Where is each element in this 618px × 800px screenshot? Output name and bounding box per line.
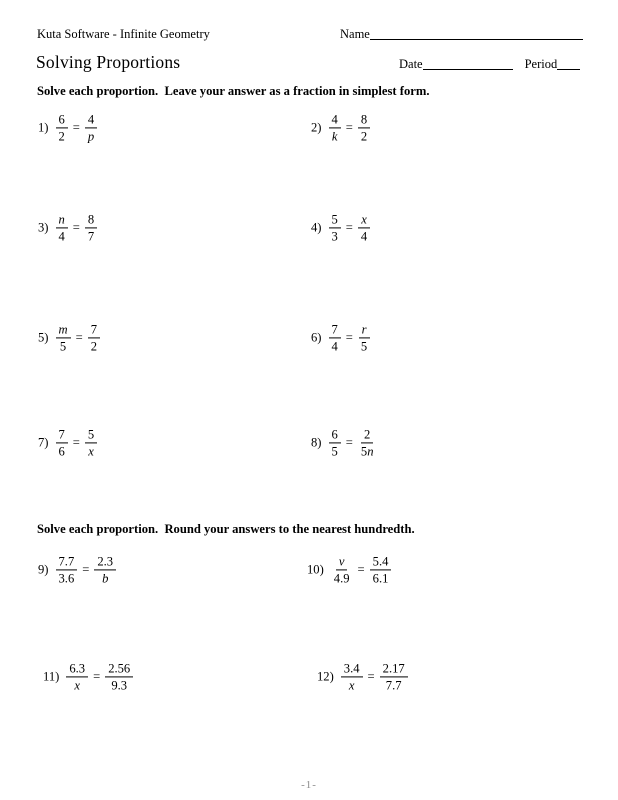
fraction-numerator: 4: [85, 112, 97, 128]
fraction-numerator: n: [56, 212, 68, 228]
problem-6: [311, 322, 370, 353]
equals-sign: =: [72, 120, 80, 135]
fraction-denominator: 2: [90, 339, 98, 354]
equals-sign: =: [72, 220, 80, 235]
problem-number: 10): [307, 562, 324, 577]
date-period-row: [399, 57, 580, 72]
fraction-denominator: 2: [360, 129, 368, 144]
problem-12: [317, 661, 408, 692]
problem-number: 4): [311, 220, 322, 235]
problem-number: 12): [317, 669, 334, 684]
problem-4: [311, 212, 370, 243]
fraction: [380, 661, 408, 692]
equals-sign: =: [82, 562, 90, 577]
problem-number: 11): [43, 669, 60, 684]
problem-number: 5): [38, 330, 49, 345]
problem-3: [38, 212, 97, 243]
period-blank-line: [557, 69, 580, 70]
fraction-denominator: 4: [331, 339, 338, 354]
period-label: Period: [524, 57, 558, 71]
fraction: [56, 427, 68, 458]
fraction-numerator: 5: [85, 427, 97, 443]
fraction-denominator: 9.3: [111, 678, 128, 693]
fraction-denominator: 6: [58, 444, 65, 459]
fraction: [88, 322, 100, 353]
fraction: [329, 427, 341, 458]
fraction-denominator: 4.9: [333, 571, 350, 586]
fraction-denominator: 7.7: [385, 678, 402, 693]
fraction-numerator: 7: [56, 427, 68, 443]
fraction: [358, 212, 370, 243]
fraction-denominator: p: [87, 129, 95, 144]
equals-sign: =: [345, 120, 353, 135]
problem-5: [38, 322, 100, 353]
fraction: [85, 427, 97, 458]
fraction-numerator: 3.4: [341, 661, 363, 677]
fraction-denominator: 7: [87, 229, 95, 244]
fraction-numerator: 4: [329, 112, 341, 128]
fraction-numerator: 2.17: [380, 661, 408, 677]
fraction: [358, 427, 377, 458]
equals-sign: =: [345, 220, 353, 235]
equals-sign: =: [367, 669, 375, 684]
fraction-numerator: 8: [358, 112, 370, 128]
problem-number: 7): [38, 435, 49, 450]
fraction-denominator: 5n: [360, 444, 374, 459]
fraction-numerator: 7: [88, 322, 100, 338]
problem-1: [38, 112, 97, 143]
fraction: [94, 554, 116, 585]
section-2-instruction: Solve each proportion. Round your answers to the nearest hundredth.: [37, 522, 415, 536]
fraction: [56, 112, 68, 143]
equals-sign: =: [345, 435, 353, 450]
fraction: [56, 322, 71, 353]
fraction: [358, 322, 370, 353]
problem-9: [38, 554, 116, 585]
fraction-numerator: 6: [329, 427, 341, 443]
problem-2: [311, 112, 370, 143]
problem-number: 3): [38, 220, 49, 235]
fraction-denominator: 2: [58, 129, 65, 144]
problem-number: 2): [311, 120, 322, 135]
fraction-denominator: 6.1: [372, 571, 389, 586]
fraction-denominator: x: [88, 444, 94, 459]
name-blank-line: [370, 39, 583, 40]
page-title: Solving Proportions: [36, 52, 181, 72]
fraction-denominator: 5: [331, 444, 338, 459]
fraction-denominator: x: [74, 678, 80, 693]
equals-sign: =: [75, 330, 83, 345]
fraction-denominator: 5: [59, 339, 67, 354]
fraction-numerator: x: [358, 212, 370, 228]
problem-number: 6): [311, 330, 322, 345]
fraction: [56, 554, 78, 585]
fraction-numerator: 6.3: [66, 661, 88, 677]
fraction-numerator: v: [336, 554, 348, 570]
fraction-numerator: m: [56, 322, 71, 338]
fraction-denominator: 3.6: [58, 571, 75, 586]
fraction: [66, 661, 88, 692]
fraction-numerator: 5.4: [370, 554, 392, 570]
fraction-numerator: 8: [85, 212, 97, 228]
fraction: [329, 112, 341, 143]
fraction: [105, 661, 133, 692]
problem-number: 8): [311, 435, 322, 450]
fraction-denominator: b: [102, 571, 109, 586]
fraction-denominator: 4: [360, 229, 368, 244]
brand-text: Kuta Software - Infinite Geometry: [37, 27, 210, 41]
fraction: [331, 554, 353, 585]
fraction: [85, 112, 97, 143]
problem-number: 1): [38, 120, 49, 135]
name-field-row: [340, 27, 583, 42]
fraction-denominator: 5: [360, 339, 368, 354]
name-label: Name: [340, 27, 370, 41]
fraction: [85, 212, 97, 243]
problem-number: 9): [38, 562, 49, 577]
problem-7: [38, 427, 97, 458]
equals-sign: =: [93, 669, 101, 684]
problem-10: [307, 554, 391, 585]
fraction-denominator: k: [331, 129, 338, 144]
fraction: [358, 112, 370, 143]
fraction: [370, 554, 392, 585]
fraction: [56, 212, 68, 243]
equals-sign: =: [345, 330, 353, 345]
section-1-instruction: Solve each proportion. Leave your answer as a fraction in simplest form.: [37, 84, 430, 98]
equals-sign: =: [357, 562, 365, 577]
date-label: Date: [399, 57, 423, 71]
date-blank-line: [423, 69, 513, 70]
problem-8: [311, 427, 377, 458]
page-number: -1-: [301, 779, 317, 791]
fraction: [329, 212, 341, 243]
fraction-denominator: 3: [331, 229, 338, 244]
equals-sign: =: [72, 435, 80, 450]
fraction: [341, 661, 363, 692]
fraction-denominator: 4: [58, 229, 65, 244]
problem-11: [43, 661, 133, 692]
fraction-numerator: 2: [361, 427, 373, 443]
fraction-numerator: 5: [329, 212, 341, 228]
fraction-denominator: x: [348, 678, 355, 693]
fraction-numerator: 2.3: [94, 554, 116, 570]
fraction-numerator: r: [359, 322, 370, 338]
fraction-numerator: 7: [329, 322, 341, 338]
fraction-numerator: 7.7: [56, 554, 78, 570]
fraction: [329, 322, 341, 353]
fraction-numerator: 6: [56, 112, 68, 128]
fraction-numerator: 2.56: [105, 661, 133, 677]
